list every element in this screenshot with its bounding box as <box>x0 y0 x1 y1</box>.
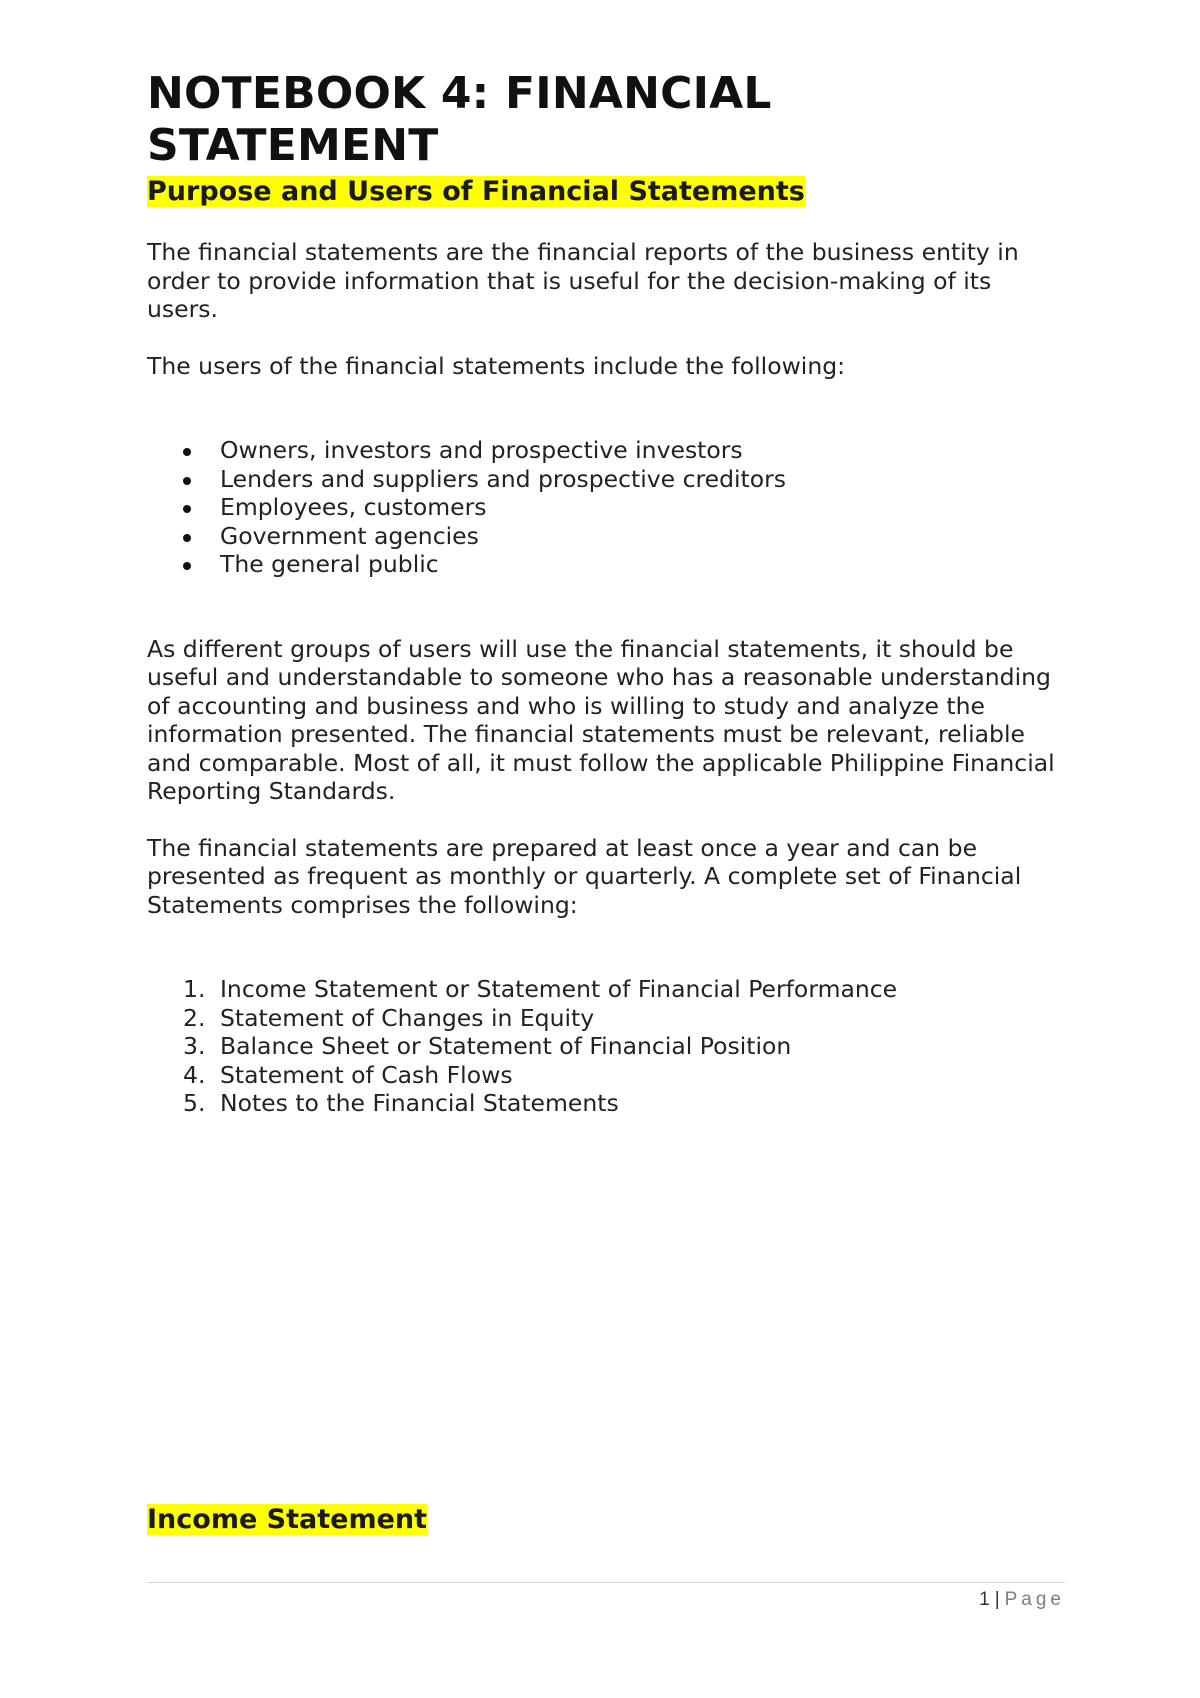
bullet-icon <box>183 505 191 513</box>
paragraph-frequency: The financial statements are prepared at least once a year and can be presented as frequent as monthly or quarterly. A complete set of Financial Statements comprises the following: <box>147 833 1022 919</box>
list-number: 1. <box>183 975 206 1003</box>
footer-separator: | <box>994 1589 1000 1610</box>
list-item-text: Lenders and suppliers and prospective creditors <box>220 464 787 493</box>
list-item <box>147 465 1065 494</box>
list-item-text: Income Statement or Statement of Financial Performance <box>220 975 898 1003</box>
page-number: 1 <box>979 1589 990 1610</box>
list-item-text: Balance Sheet or Statement of Financial Position <box>220 1032 792 1060</box>
bullet-icon <box>183 534 191 542</box>
document-body <box>147 68 1065 1118</box>
footer-divider <box>147 1582 1065 1583</box>
list-item-text: Notes to the Financial Statements <box>220 1089 619 1117</box>
list-item-text: Government agencies <box>220 521 479 550</box>
paragraph-understandable: As different groups of users will use the financial statements, it should be useful and understandable to someone who has a reasonable understanding of accounting and business and who is willing to study and analyze the information presented. The financial statements must be relevant, reliable and comparable. Most of all, it must follow the applicable Philippine Financial Reporting Standards. <box>147 634 1055 805</box>
page-label: Page <box>1004 1589 1065 1610</box>
list-number: 4. <box>183 1060 206 1089</box>
list-item <box>147 1089 1065 1118</box>
list-item-text: Owners, investors and prospective investors <box>220 436 743 464</box>
bullet-icon <box>183 562 191 570</box>
list-number: 5. <box>183 1089 206 1117</box>
list-item <box>147 1061 1065 1090</box>
list-item <box>147 1004 1065 1033</box>
list-number: 3. <box>183 1032 206 1060</box>
list-item-text: Statement of Changes in Equity <box>220 1003 595 1032</box>
list-item <box>147 550 1065 579</box>
list-item-text: Employees, customers <box>220 493 487 521</box>
components-list <box>147 975 1065 1118</box>
section-heading-purpose-text: Purpose and Users of Financial Statements <box>147 176 805 207</box>
list-item-text: Statement of Cash Flows <box>220 1060 513 1089</box>
section-heading-income-statement <box>147 1502 427 1538</box>
title-line-1: NOTEBOOK 4: FINANCIAL <box>147 68 772 119</box>
list-item-text: The general public <box>220 550 439 578</box>
page-footer <box>979 1588 1065 1612</box>
list-item <box>147 1032 1065 1061</box>
bullet-icon <box>183 448 191 456</box>
list-number: 2. <box>183 1003 206 1032</box>
list-item <box>147 975 1065 1004</box>
list-item <box>147 436 1065 465</box>
section-heading-purpose <box>147 174 1065 210</box>
paragraph-intro: The financial statements are the financial reports of the business entity in order to provide information that is useful for the decision-making of its users. <box>147 238 1019 323</box>
document-title <box>147 68 1065 172</box>
section-heading-income-statement-text: Income Statement <box>147 1504 428 1535</box>
paragraph-users: The users of the financial statements include the following: <box>147 351 846 380</box>
list-item <box>147 493 1065 522</box>
list-item <box>147 522 1065 551</box>
bullet-icon <box>183 477 191 485</box>
title-line-2: STATEMENT <box>147 120 439 171</box>
users-list <box>147 436 1065 579</box>
